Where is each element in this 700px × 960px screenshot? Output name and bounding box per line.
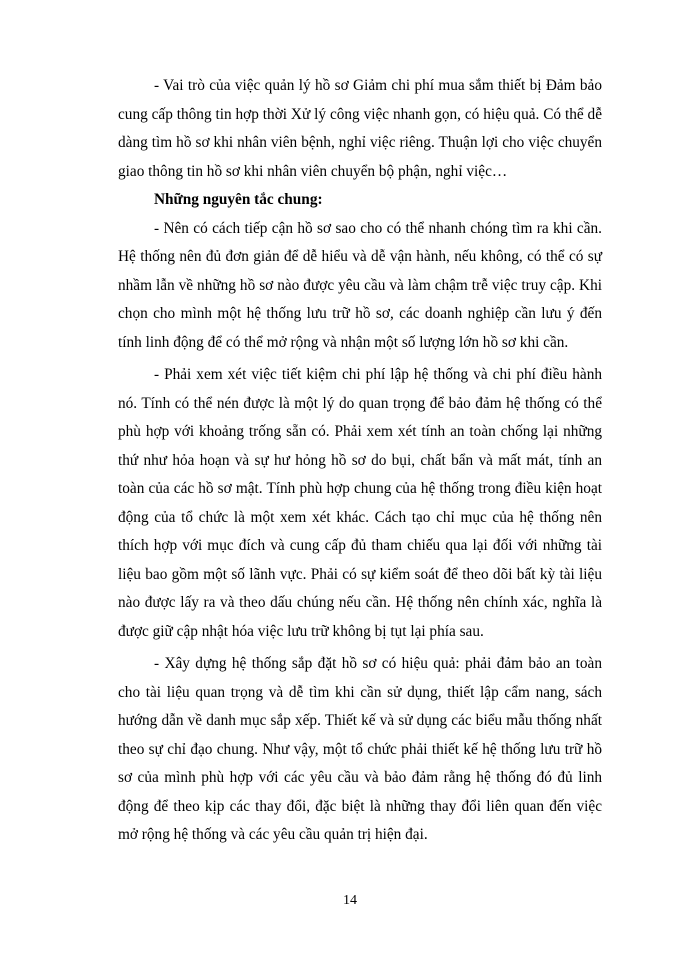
section-heading-general-principles: Những nguyên tắc chung: — [154, 191, 323, 208]
paragraph-cost-and-safety: - Phải xem xét việc tiết kiệm chi phí lập hệ thống và chi phí điều hành nó. Tính có thể nén được là một lý do quan trọng để bảo đảm hệ thống có thể phù hợp với khoảng trống sẵn có. Phải xem xét tính an toàn chống lại những thứ như hỏa hoạn và sự hư hỏng hồ sơ do bụi, chất bẩn và mất mát, tính an toàn của các hồ sơ mật. Tính phù hợp chung của hệ thống trong điều kiện hoạt động của tổ chức là một xem xét khác. Cách tạo chỉ mục của hệ thống nên thích hợp với mục đích và cung cấp đủ tham chiếu qua lại đối với những tài liệu bao gồm một số lãnh vực. Phải có sự kiểm soát để theo dõi bất kỳ tài liệu nào được lấy ra và theo dấu chúng nếu cần. Hệ thống nên chính xác, nghĩa là được giữ cập nhật hóa việc lưu trữ không bị tụt lại phía sau. — [118, 366, 602, 640]
page-number: 14 — [343, 893, 357, 908]
paragraph-access-approach: - Nên có cách tiếp cận hồ sơ sao cho có thể nhanh chóng tìm ra khi cần. Hệ thống nên đủ đơn giản để dễ hiểu và dễ vận hành, nếu không, có thể có sự nhầm lẫn về những hồ sơ nào được yêu cầu và làm chậm trễ việc truy cập. Khi chọn cho mình một hệ thống lưu trữ hồ sơ, các doanh nghiệp cần lưu ý đến tính linh động để có thể mở rộng và nhận một số lượng lớn hồ sơ khi cần. — [118, 219, 602, 351]
paragraph-role-of-records-management: - Vai trò của việc quản lý hồ sơ Giảm chi phí mua sắm thiết bị Đảm bảo cung cấp thông tin hợp thời Xử lý công việc nhanh gọn, có hiệu quả. Có thể dễ dàng tìm hồ sơ khi nhân viên bệnh, nghỉ việc riêng. Thuận lợi cho việc chuyển giao thông tin hồ sơ khi nhân viên chuyển bộ phận, nghỉ việc… — [118, 77, 602, 180]
paragraph-effective-filing-system: - Xây dựng hệ thống sắp đặt hồ sơ có hiệu quả: phải đảm bảo an toàn cho tài liệu quan trọng và dễ tìm khi cần sử dụng, thiết lập cẩm nang, sách hướng dẫn về danh mục sắp xếp. Thiết kế và sử dụng các biểu mẫu thống nhất theo sự chỉ đạo chung. Như vậy, một tổ chức phải thiết kế hệ thống lưu trữ hồ sơ của mình phù hợp với các yêu cầu và bảo đảm rằng hệ thống đó đủ linh động để theo kịp các thay đổi, đặc biệt là những thay đổi liên quan đến việc mở rộng hệ thống và các yêu cầu quản trị hiện đại. — [118, 655, 602, 843]
body-text — [118, 72, 602, 850]
